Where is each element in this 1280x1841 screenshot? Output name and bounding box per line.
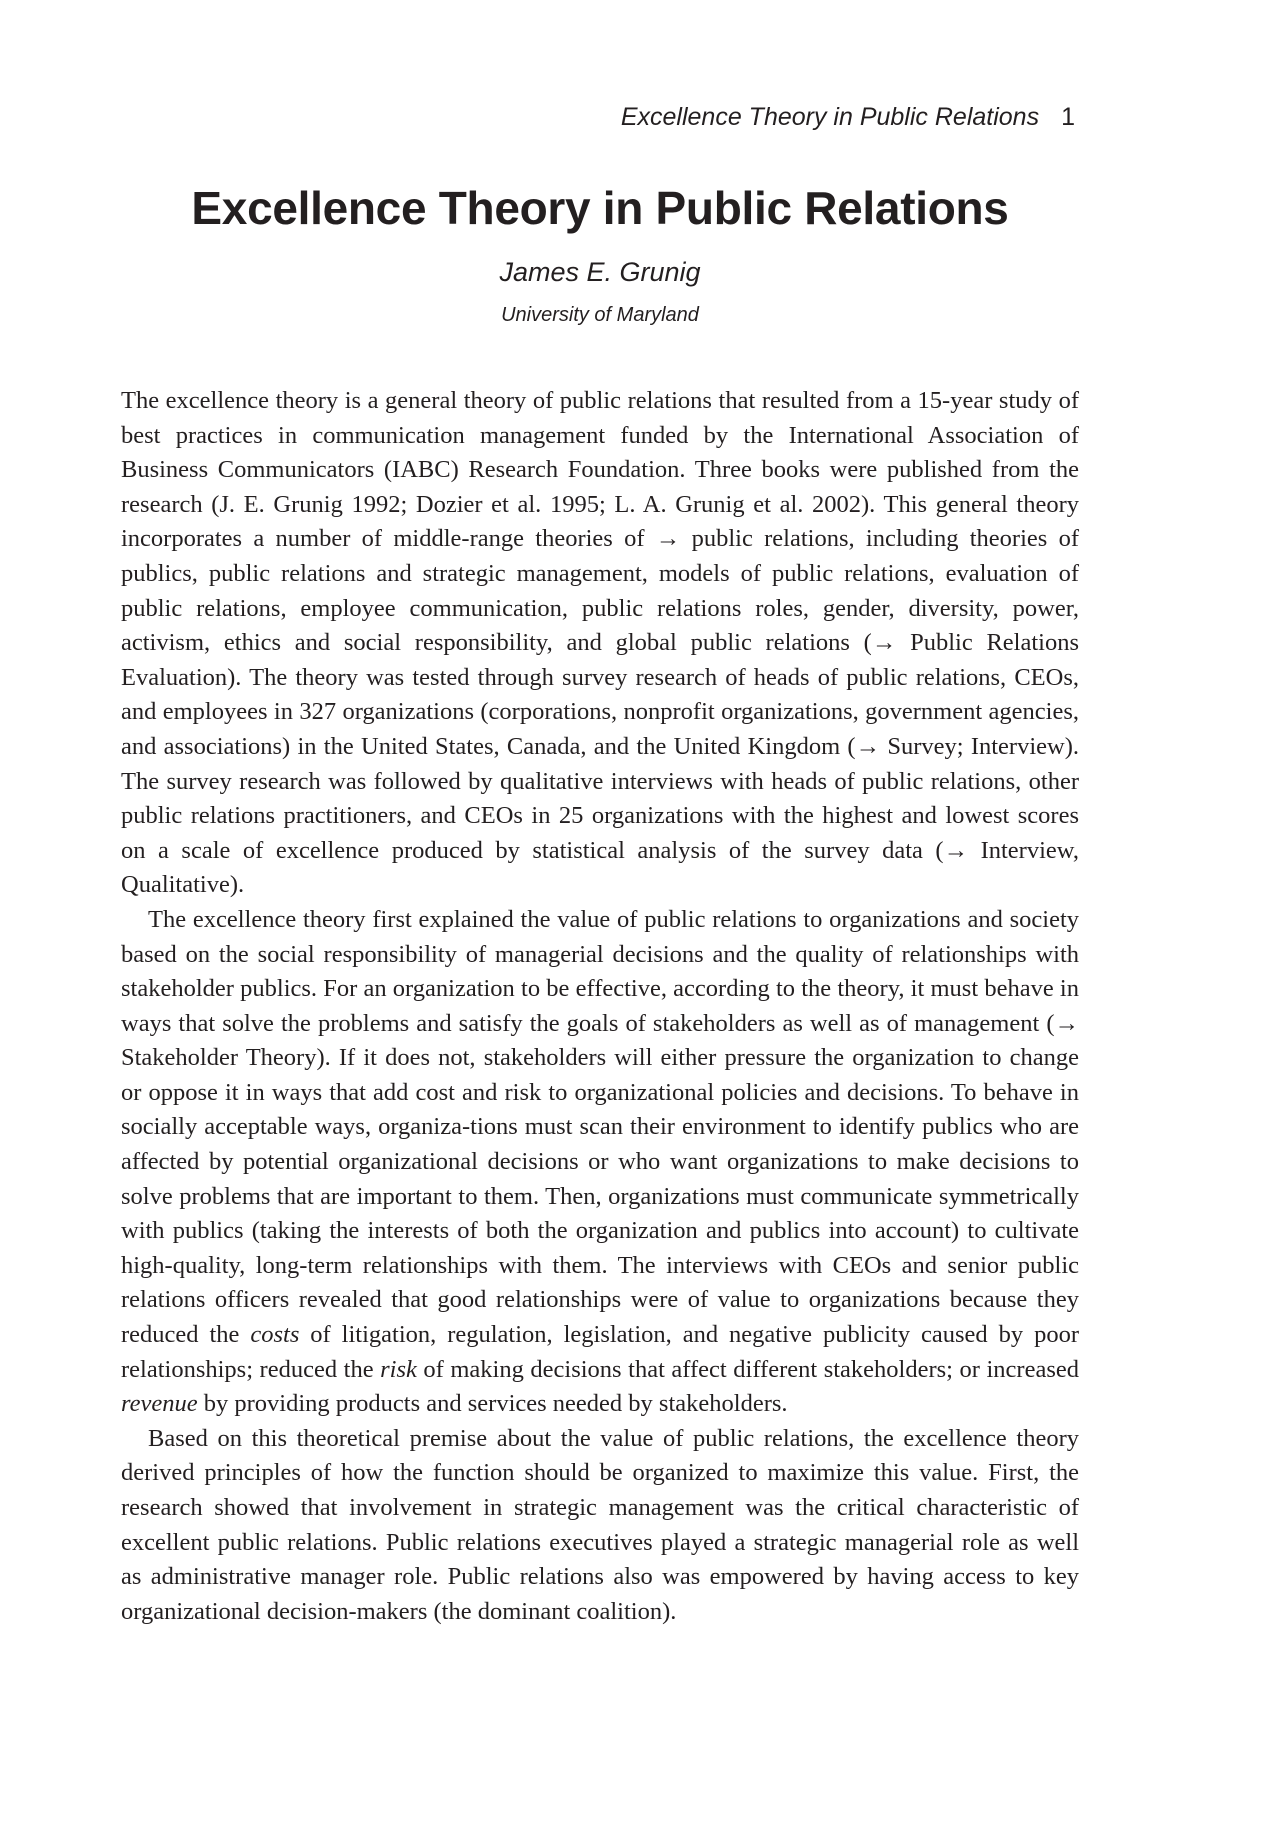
paragraph-segment: of litigation, regulation, legislation, and negative publicity caused by poor relationships; reduced the <box>121 1321 1079 1383</box>
paragraph-segment: The excellence theory is a general theory of public relations that resulted from a 15-year study of best practices in communication management funded by the International Association of Business Communicators (IABC) Research Foundation. Three books were published from the research (J. E. Grunig 1992; Dozier et al. 1995; L. A. Grunig et al. 2002). This general theory incorporates a number of middle-range theories of → public relations, including theories of publics, public relations and strategic management, models of public relations, evaluation of public relations, employee communication, public relations roles, gender, diversity, power, activism, ethics and social responsibility, and global public relations (→ Public Relations Evaluation). The theory was tested through survey research of heads of public relations, CEOs, and employees in 327 organizations (corporations, nonprofit organizations, government agencies, and associations) in the United States, Canada, and the United Kingdom (→ Survey; Interview). The survey research was followed by qualitative interviews with heads of public relations, other public relations practitioners, and CEOs in 25 organizations with the highest and lowest scores on a scale of excellence produced by statistical analysis of the survey data (→ Interview, Qualitative). <box>121 387 1079 899</box>
emphasis-costs: costs <box>250 1321 300 1349</box>
paragraph-2 <box>121 903 1079 1422</box>
paragraph-segment: of making decisions that affect different stakeholders; or increased <box>416 1355 1079 1383</box>
paragraph-3 <box>121 1422 1079 1630</box>
emphasis-revenue: revenue <box>121 1390 198 1418</box>
author-name: James E. Grunig <box>499 257 701 287</box>
paragraph-segment: Based on this theoretical premise about the value of public relations, the excellence theory derived principles of how the function should be organized to maximize this value. First, the research showed that involvement in strategic management was the critical characteristic of excellent public relations. Public relations executives played a strategic managerial role as well as administrative manager role. Public relations also was empowered by having access to key organizational decision-makers (the dominant coalition). <box>121 1424 1079 1625</box>
author-affiliation: University of Maryland <box>501 304 699 326</box>
article-title: Excellence Theory in Public Relations <box>191 182 1009 234</box>
paragraph-segment: by providing products and services needed by stakeholders. <box>197 1390 788 1418</box>
paragraph-1 <box>121 384 1079 903</box>
page-number: 1 <box>1061 103 1075 131</box>
running-head-title: Excellence Theory in Public Relations <box>620 103 1040 131</box>
paragraph-segment: The excellence theory first explained the value of public relations to organizations and society based on the social responsibility of managerial decisions and the quality of relationships with stakeholder publics. For an organization to be effective, according to the theory, it must behave in ways that solve the problems and satisfy the goals of stakeholders as well as of management (→ Stakeholder Theory). If it does not, stakeholders will either pressure the organization to change or oppose it in ways that add cost and risk to organizational policies and decisions. To behave in socially acceptable ways, organiza-tions must scan their environment to identify publics who are affected by potential organizational decisions or who want organizations to make decisions to solve problems that are important to them. Then, organizations must communicate symmetrically with publics (taking the interests of both the organization and publics into account) to cultivate high-quality, long-term relationships with them. The interviews with CEOs and senior public relations officers revealed that good relationships were of value to organizations because they reduced the <box>121 905 1079 1349</box>
body-text <box>121 384 1079 1629</box>
emphasis-risk: risk <box>380 1355 417 1383</box>
running-head <box>621 102 1075 132</box>
